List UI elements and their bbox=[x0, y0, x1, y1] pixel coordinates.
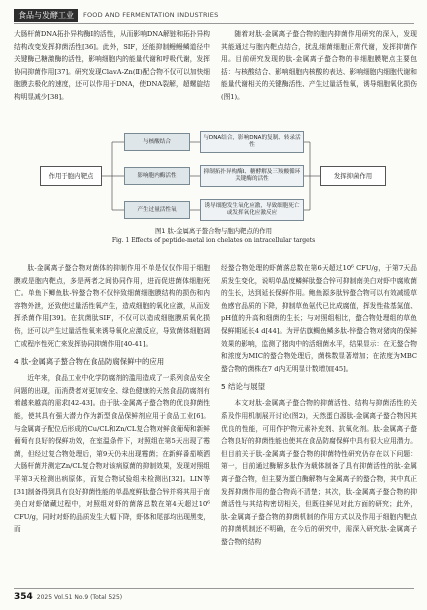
detail-node-oxidative: 诱导细胞发生氧化应激，导致细胞死亡或发挥氧化应激反应 bbox=[200, 199, 304, 221]
detail-node-dna: 与DNA结合，影响DNA的复制、转录活性 bbox=[200, 131, 304, 153]
figure-caption-en: Fig. 1 Effects of peptide-metal ion chelates on intracellular targets bbox=[111, 237, 316, 244]
right-column-bottom bbox=[221, 262, 417, 548]
page-number: 354 bbox=[14, 592, 33, 602]
outcome-node: 发挥抑菌作用 bbox=[320, 166, 386, 186]
body-paragraph: 大肠杆菌DNA拓扑异构酶Ⅰ的活性，从而影响DNA解链和拓扑异构结构改变发挥抑菌活性[36]。此外，SIF，还能抑制鳗鳗鳞道径中关键酶己糖激酶的活性，影响细胞内的能量代谢和呼吸代谢，发挥协同抑菌作用[37]。研究发现ClavA-Zn(Ⅱ)配合物不仅可以加快细胞膜去极化的速度，还可以作用于DNA，使DNA裂解，超螺旋结构明显减少[38]。 bbox=[14, 30, 210, 101]
body-paragraph: 随着对肽-金属离子螯合物的胞内抑菌作用研究的深入，发现其能通过与胞内靶点结合，扰乱细菌细胞正常代谢，发挥抑菌作用。目前研究发现的肽-金属离子螯合物的非细胞膜靶点主要包括：与核酸结合、影响细胞内核酸的表达、影响细胞内细胞代谢和能量代谢相关的关键酶活性、产生过量活性氧，诱导细胞氧化损伤(图1)。 bbox=[221, 30, 417, 101]
section-5-heading: 5 结论与展望 bbox=[221, 382, 266, 392]
footer-divider bbox=[14, 588, 414, 589]
section-4-heading: 4 肽-金属离子螯合物在食品防腐保鲜中的应用 bbox=[14, 357, 165, 367]
issue-info: 2025 Vol.51 No.9 (Total 525) bbox=[36, 594, 123, 601]
figure-caption-cn: 图1 肽-金属离子螯合物与胞内靶点的作用 bbox=[154, 227, 273, 235]
running-header bbox=[14, 8, 414, 22]
branch-node-nucleic-acid: 与核酸结合 bbox=[124, 133, 190, 151]
left-column-top bbox=[14, 28, 210, 104]
center-node: 作用于胞内靶点 bbox=[40, 166, 102, 186]
page-footer bbox=[14, 592, 122, 602]
detail-node-enzyme: 抑制拓扑异构酶Ⅰ、糖酵解及三羧酸循环关键酶的活性 bbox=[200, 165, 304, 187]
body-paragraph: 近年来，食品工业中化学防腐剂的滥用造成了一系列食品安全问题的出现，而消费者对更加安全、绿色健康的天然食品防腐剂有着越来越高的需求[42-43]。由于肽-金属离子螯合物的优良抑菌性能，使其具有强大潜力作为新型食品保鲜剂应用于食品工业[6]。与金属离子配位后形成的Cu/CL和Zn/CL复合物对鲜食葡萄和新鲜葡萄有良好的保鲜功效，在室温条件下，对照组在第5天出现了霉菌，但经过复合物处理后，第9天仍未出现霉菌；在新鲜番茄喷洒大肠杆菌并测定Zn/CL复合物对该病原菌的抑制效果，发现对照组平第3天检测出病原体，而复合物试验组未检测出[32]。LIN等[31]制备得到具有良好抑菌性能的单晶度鲜肽螯合锌并将其用于南美白对虾储藏过程中，对照组对虾的菌落总数在第4天超过10⁶ CFU/g，同时对虾的品质发生大幅下降，虾体和尾部均出现黑变，而 bbox=[14, 374, 210, 534]
branch-node-ros: 产生过量活性氧 bbox=[124, 201, 190, 219]
right-column-top bbox=[221, 28, 417, 104]
journal-name-cn: 食品与发酵工业 bbox=[14, 9, 78, 22]
body-paragraph: 经螯合物处理的虾菌落总数在第6天超过10⁶ CFU/g，于第7天品质发生变化，说明单晶度鳞鲜肽螯合锌可抑制南美白对虾中腐败菌的生长，达到延长保鲜作用。鲍鱼源多肽锌螯合物可以有效减缓草鱼感官品质的下降，抑制草鱼氨代已比成腐值，挥发性盐基氮值、pH值的升高和细菌的生长；与对照组相比，螯合物处理组的草鱼保鲜期延长4 d[44]。为评估旗鲷鱼鳞多肽-锌螯合物对猪肉的保鲜效果的影响，监测了猪肉中的活细菌水平，结果显示：在无螯合物和浓度为MIC的螯合物处理后，菌株数显著增加；在浓度为MBC螯合物的菌株在7 d内无明显计数增加[45]。 bbox=[221, 264, 417, 373]
journal-name-en: FOOD AND FERMENTATION INDUSTRIES bbox=[83, 11, 219, 19]
left-column-bottom bbox=[14, 262, 210, 536]
body-paragraph: 肽-金属离子螯合物对菌体的抑制作用不单是仅仅作用于细胞膜或是胞内靶点，多是两者之间协同作用，进而促进菌体细胞死亡。单鱼下鲫鱼肽-锌螯合物不仅锌致细菌细胞膜结构的损伤和内容物外泄，还致使过量活性氧产生，造成细胞的氧化应激，从而发挥杀菌作用[39]。在抗菌肽SIF，不仅可以造成细胞膜质氧化损伤，还可以产生过量活性氧来诱导氧化应激反应，导致菌体细胞凋亡或程序性死亡来发挥协同抑菌作用[40-41]。 bbox=[14, 264, 210, 348]
branch-node-enzyme: 影响胞内酶活性 bbox=[124, 167, 190, 185]
figure-1-diagram bbox=[40, 130, 390, 222]
body-paragraph: 本文对肽-金属离子螯合物的抑菌活性、结构与抑菌活性的关系及作用机制展开讨论(图2)，天然蛋白源肽-金属离子螯合物因其优良的性能，可用作护物元素补充剂、抗氧化剂。肽-金属离子螯合物良好的抑菌性能也使其在食品防腐保鲜中具有很大应用潜力。但目前关于肽-金属离子螯合物的抑菌特性研究仍存在以下问题：第一，目前通过酶解多肽作为载体制备了具有抑菌活性的肽-金属离子螯合物，但主要为蛋白酶解物与金属离子的螯合物，其中真正发挥抑菌作用的螯合物尚不清楚；其次，肽-金属离子螯合物的抑菌活性与其结构密切相关，但既往鲜见对此方面的研究；此外，肽-金属离子螯合物的抑菌机制的作用方式以及作用于细胞内靶点的抑菌机制还不明确，在今后的研究中，需深入研究肽-金属离子螯合物的结构 bbox=[221, 399, 417, 546]
header-divider bbox=[14, 23, 414, 24]
